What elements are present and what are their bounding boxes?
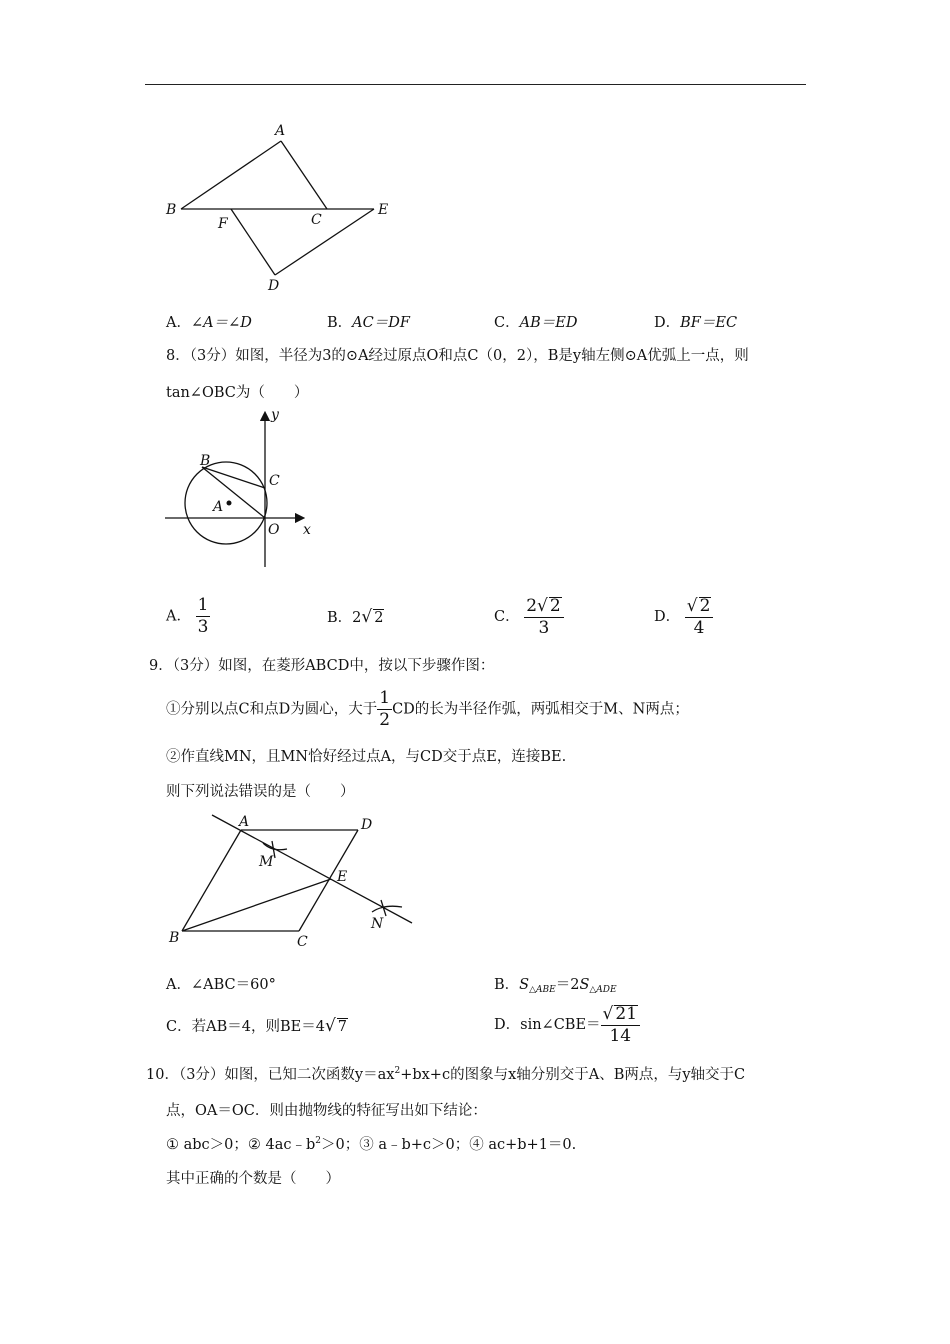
denominator: 14 — [609, 1026, 632, 1046]
q7-option-d-text: BF＝EC — [680, 315, 738, 331]
label-d: D — [268, 278, 280, 294]
q8-option-b[interactable] — [327, 606, 384, 627]
label-a: A — [213, 499, 224, 515]
q9-option-d-text: sin∠CBE＝ — [520, 1017, 601, 1033]
q9-option-b[interactable] — [494, 973, 617, 995]
sqrt-sign: √ — [686, 596, 698, 616]
q9-option-b-letter: B． — [494, 977, 520, 993]
q9-line1: 9．（3分）如图，在菱形ABCD中，按以下步骤作图： — [149, 658, 495, 674]
denominator: 3 — [538, 618, 550, 638]
coefficient: 2 — [352, 610, 362, 626]
denominator: 2 — [379, 710, 391, 730]
q7-option-b-text: AC＝DF — [352, 315, 410, 331]
q10-line2: 点，OA＝OC．则由抛物线的特征写出如下结论： — [166, 1103, 487, 1119]
label-m: M — [259, 854, 274, 870]
label-e: E — [378, 202, 389, 218]
radicand: 2 — [699, 596, 711, 616]
label-a: A — [239, 814, 250, 830]
numerator: 1 — [379, 688, 391, 708]
numerator — [685, 597, 714, 618]
q8-option-a[interactable] — [166, 597, 210, 636]
numerator — [601, 1005, 640, 1026]
radicand: 7 — [337, 1019, 348, 1035]
q9-step2: ②作直线MN，且MN恰好经过点A，与CD交于点E，连接BE. — [166, 749, 567, 765]
q8-option-b-letter: B． — [327, 610, 353, 626]
header-rule — [145, 84, 806, 85]
subscript: △ADE — [589, 985, 617, 995]
q10-line3-a: ① abc＞0；② 4ac﹣b — [166, 1137, 316, 1153]
label-n: N — [371, 916, 384, 932]
q7-option-a[interactable] — [166, 311, 252, 332]
fraction — [685, 597, 714, 637]
label-b: B — [169, 930, 180, 946]
superscript: 2 — [394, 1066, 401, 1077]
q9-question: 则下列说法错误的是（ ） — [166, 784, 355, 800]
q10-line1 — [146, 1063, 745, 1084]
label-f: F — [218, 216, 228, 232]
sqrt-sign: √ — [324, 1016, 336, 1036]
radicand: 21 — [615, 1004, 638, 1024]
q7-option-d-letter: D． — [654, 315, 681, 331]
q7-option-a-text: ∠A＝∠D — [190, 315, 252, 331]
denominator: 3 — [197, 617, 209, 637]
sqrt-sign: √ — [602, 1004, 614, 1024]
q9-option-c[interactable] — [166, 1015, 348, 1036]
q7-option-b-letter: B． — [327, 315, 353, 331]
label-a: A — [275, 123, 286, 139]
label-b: B — [166, 202, 177, 218]
fraction — [196, 597, 211, 636]
q7-option-d[interactable] — [654, 311, 737, 332]
numerator — [524, 597, 564, 618]
q9-step1-pre: ①分别以点C和点D为圆心，大于 — [166, 701, 378, 718]
axis-x-label: x — [303, 522, 311, 538]
coefficient: 2 — [526, 596, 538, 616]
q8-line1: 8．（3分）如图，半径为3的⊙A经过原点O和点C（0，2），B是y轴左侧⊙A优弧上一点，则 — [166, 348, 749, 364]
q9-option-d[interactable] — [494, 1005, 640, 1045]
axis-y-label: y — [271, 407, 279, 423]
q9-option-a-text: ∠ABC＝60° — [190, 977, 276, 993]
q9-step1-post: CD的长为半径作弧，两弧相交于M、N两点； — [392, 701, 689, 718]
label-c: C — [297, 934, 308, 950]
q7-option-c-text: AB＝ED — [519, 315, 578, 331]
superscript: 2 — [315, 1136, 321, 1147]
fraction — [524, 597, 564, 637]
fraction — [601, 1005, 640, 1045]
q8-option-d[interactable] — [654, 597, 713, 637]
label-c: C — [311, 212, 322, 228]
q9-option-c-text: 若AB＝4，则BE＝4 — [191, 1019, 325, 1035]
q8-line2: tan∠OBC为（ ） — [166, 385, 309, 401]
q10-line3-b: ＞0；③ a﹣b+c＞0；④ ac+b+1＝0. — [321, 1137, 577, 1153]
q7-option-a-letter: A． — [166, 315, 191, 331]
figure-q9 — [160, 808, 420, 953]
sqrt-sign: √ — [537, 596, 548, 616]
q8-option-c[interactable] — [494, 597, 564, 637]
label-b: B — [200, 453, 211, 469]
q10-line1-a: 10．（3分）如图，已知二次函数y＝ax — [146, 1067, 395, 1083]
q9-option-c-letter: C． — [166, 1019, 192, 1035]
label-d: D — [361, 817, 373, 833]
subscript: △ABE — [529, 985, 556, 995]
q9-step1 — [166, 690, 689, 729]
q10-line4: 其中正确的个数是（ ） — [166, 1171, 340, 1187]
area-symbol: S — [579, 977, 590, 993]
q9-option-a[interactable] — [166, 973, 276, 994]
label-e: E — [337, 869, 348, 885]
q8-option-d-letter: D． — [654, 609, 681, 625]
q7-option-c-letter: C． — [494, 315, 520, 331]
radicand: 2 — [549, 596, 561, 616]
radicand: 2 — [374, 610, 384, 626]
q9-option-a-letter: A． — [166, 977, 191, 993]
label-o: O — [268, 522, 280, 538]
equals-two: ＝2 — [555, 977, 580, 993]
fraction — [377, 690, 392, 729]
sqrt-sign: √ — [361, 607, 373, 627]
q10-line1-b: +bx+c的图象与x轴分别交于A、B两点，与y轴交于C — [400, 1067, 746, 1083]
area-symbol: S — [519, 977, 530, 993]
label-c: C — [269, 473, 280, 489]
figure-q8 — [160, 405, 330, 575]
numerator: 1 — [197, 595, 209, 615]
figure-q7 — [160, 118, 400, 298]
q10-line3 — [166, 1133, 576, 1154]
q7-option-b[interactable] — [327, 311, 410, 332]
q7-option-c[interactable] — [494, 311, 577, 332]
q9-option-d-letter: D． — [494, 1017, 521, 1033]
q8-option-c-letter: C． — [494, 609, 520, 625]
denominator: 4 — [693, 618, 705, 638]
q8-option-a-letter: A． — [166, 608, 191, 625]
